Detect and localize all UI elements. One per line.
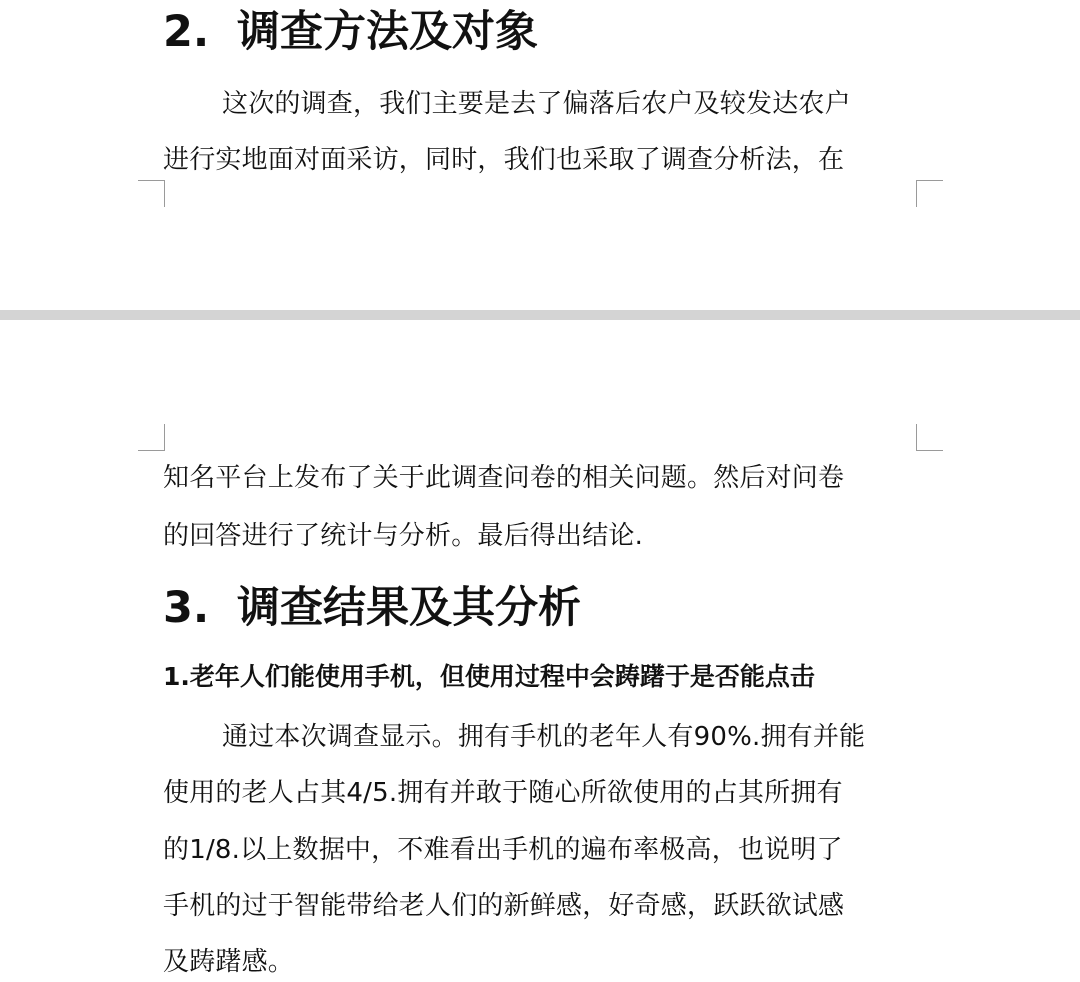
section-3-line-2: 使用的老人占其4/5.拥有并敢于随心所欲使用的占其所拥有 <box>163 778 843 808</box>
section-3-subheading: 1.老年人们能使用手机，但使用过程中会踌躇于是否能点击 <box>163 662 815 691</box>
section-2-number: 2. <box>163 7 210 57</box>
section-2-line-4: 的回答进行了统计与分析。最后得出结论. <box>163 521 644 551</box>
document-page-bottom <box>0 320 1080 981</box>
section-2-line-1: 这次的调查，我们主要是去了偏落后农户及较发达农户 <box>222 89 851 119</box>
document-page-top <box>0 0 1080 310</box>
page-break-gap <box>0 310 1080 320</box>
section-3-line-4: 手机的过于智能带给老人们的新鲜感，好奇感，跃跃欲试感 <box>163 891 845 921</box>
margin-corner-mark-top-right <box>916 180 943 207</box>
section-3-line-1: 通过本次调查显示。拥有手机的老年人有90%.拥有并能 <box>222 722 866 752</box>
section-3-heading <box>163 580 581 636</box>
section-3-number: 3. <box>163 583 210 633</box>
section-2-heading <box>163 4 538 60</box>
section-2-line-2: 进行实地面对面采访，同时，我们也采取了调查分析法，在 <box>163 145 845 175</box>
section-3-title: 调查结果及其分析 <box>237 583 581 633</box>
margin-corner-mark-bottom-left <box>138 424 165 451</box>
section-3-line-5: 及踌躇感。 <box>163 947 295 977</box>
section-2-title: 调查方法及对象 <box>237 7 538 57</box>
section-3-line-3: 的1/8.以上数据中，不难看出手机的遍布率极高，也说明了 <box>163 835 843 865</box>
margin-corner-mark-top-left <box>138 180 165 207</box>
margin-corner-mark-bottom-right <box>916 424 943 451</box>
section-2-line-3: 知名平台上发布了关于此调查问卷的相关问题。然后对问卷 <box>163 463 845 493</box>
